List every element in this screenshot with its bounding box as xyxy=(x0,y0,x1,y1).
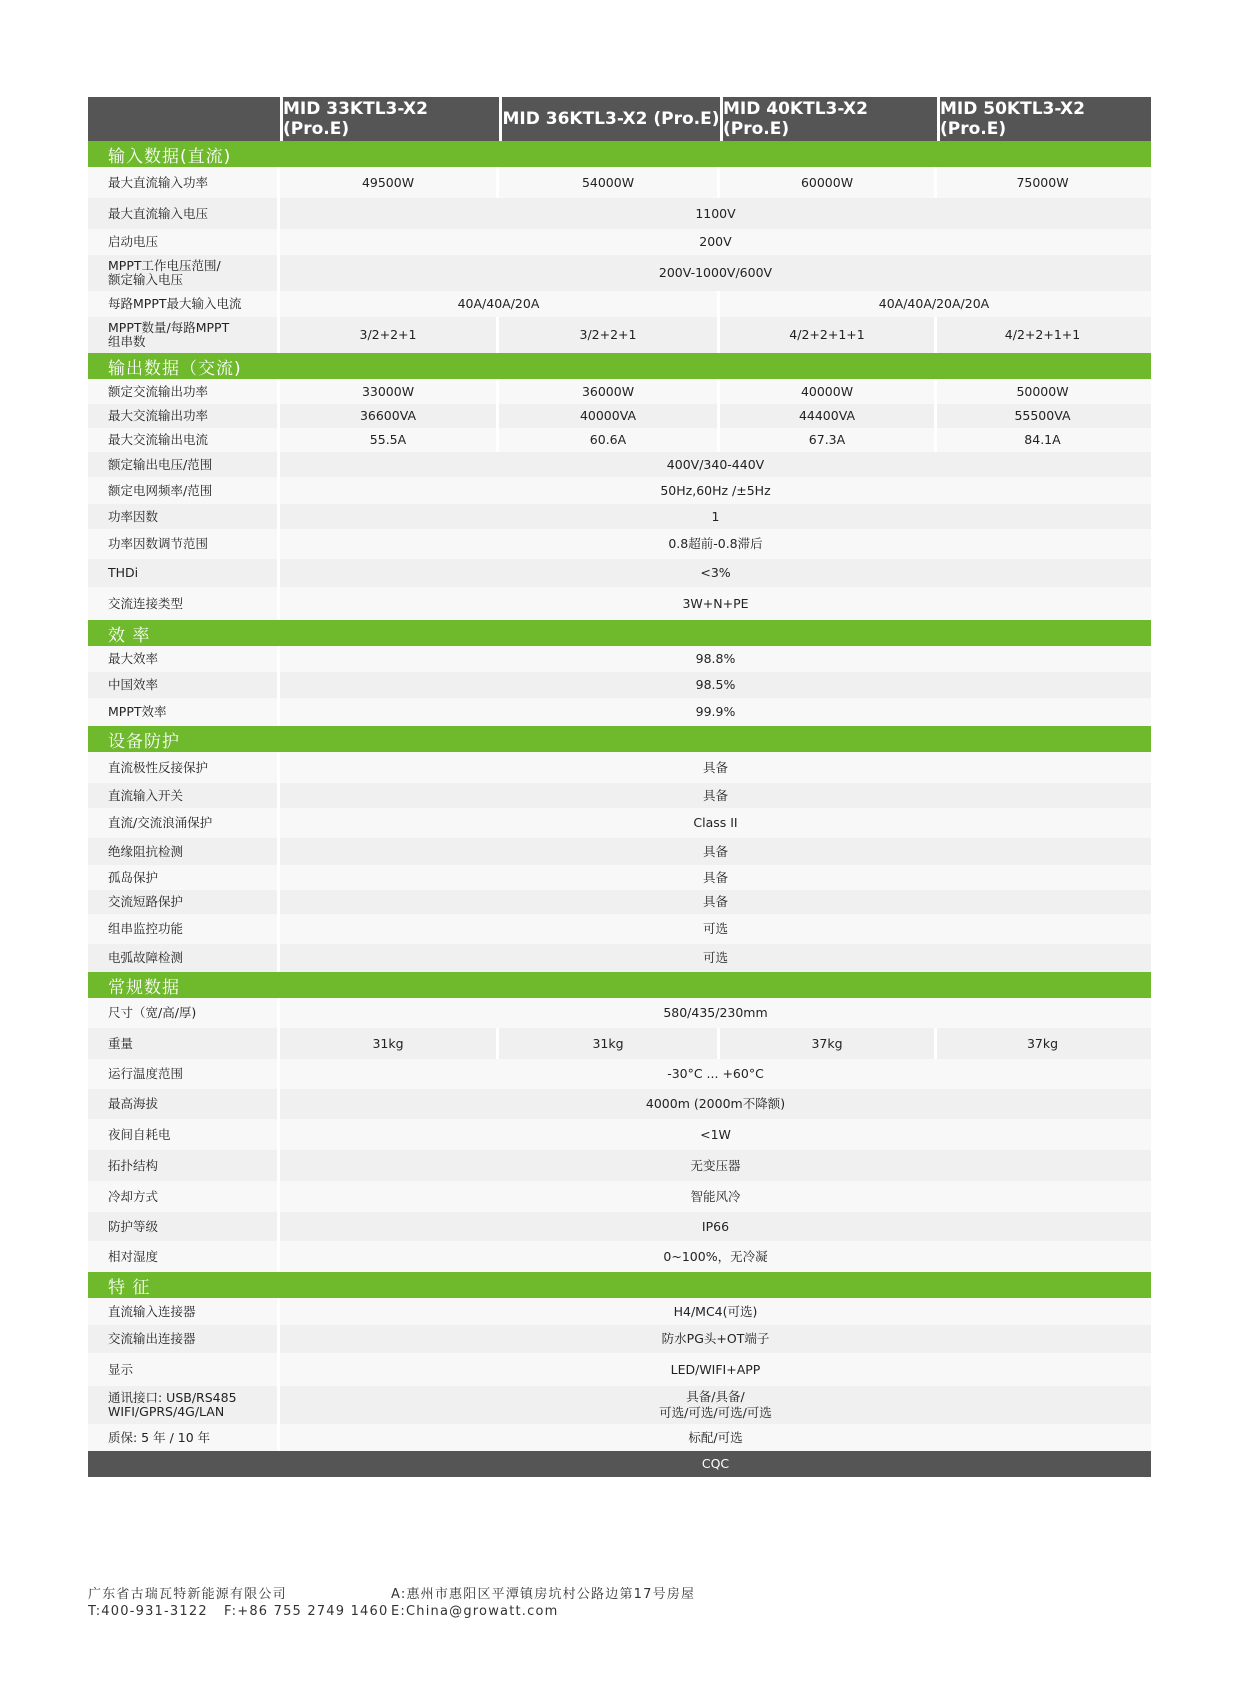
model-name: MID 40KTL3-X2 (Pro.E) xyxy=(723,97,937,141)
spec-label: 绝缘阻抗检测 xyxy=(88,838,280,865)
spec-label: 直流极性反接保护 xyxy=(88,752,280,783)
spec-row xyxy=(88,291,1151,317)
spec-row xyxy=(88,379,1151,404)
spec-value: <3% xyxy=(700,565,731,580)
spec-row xyxy=(88,1150,1151,1181)
spec-label: 电弧故障检测 xyxy=(88,944,280,972)
spec-value: -30°C ... +60°C xyxy=(667,1066,764,1081)
spec-label: 夜间自耗电 xyxy=(88,1119,280,1150)
spec-value: <1W xyxy=(700,1126,731,1142)
section-header: 效 率 xyxy=(88,620,1151,646)
spec-row xyxy=(88,477,1151,504)
section-header: 输出数据（交流) xyxy=(88,353,1151,379)
spec-table-body xyxy=(88,141,1151,1451)
spec-label: 功率因数调节范围 xyxy=(88,529,280,559)
footer-phone: T:400-931-3122 xyxy=(88,1604,208,1619)
spec-row xyxy=(88,865,1151,890)
spec-value: 具备 xyxy=(702,787,728,803)
spec-row xyxy=(88,587,1151,620)
spec-row xyxy=(88,1424,1151,1451)
spec-label: 额定交流输出功率 xyxy=(88,379,280,404)
spec-value: 标配/可选 xyxy=(688,1429,743,1445)
header-blank-cell xyxy=(88,97,280,141)
spec-row xyxy=(88,672,1151,698)
spec-value: 40A/40A/20A xyxy=(457,296,540,311)
spec-value: 31kg xyxy=(372,1035,404,1051)
spec-row xyxy=(88,229,1151,255)
spec-row xyxy=(88,1325,1151,1353)
spec-value: 99.9% xyxy=(695,704,736,719)
spec-value: 49500W xyxy=(361,174,415,190)
section-header: 特 征 xyxy=(88,1272,1151,1298)
spec-row xyxy=(88,808,1151,838)
spec-label: MPPT效率 xyxy=(88,698,280,726)
spec-label: 最大交流输出电流 xyxy=(88,428,280,452)
footer-line-1 xyxy=(88,1583,768,1602)
spec-label: 交流输出连接器 xyxy=(88,1325,280,1353)
spec-label: 防护等级 xyxy=(88,1212,280,1241)
spec-value: 60000W xyxy=(717,167,934,198)
spec-label: 额定电网频率/范围 xyxy=(88,477,280,504)
spec-row xyxy=(88,504,1151,529)
spec-row xyxy=(88,1241,1151,1272)
spec-value: 防水PG头+OT端子 xyxy=(661,1331,770,1346)
spec-value: 44400VA xyxy=(717,404,934,428)
spec-row xyxy=(88,1119,1151,1150)
spec-label: 冷却方式 xyxy=(88,1181,280,1212)
spec-value: 50Hz,60Hz /±5Hz xyxy=(660,482,771,498)
section-header: 设备防护 xyxy=(88,726,1151,752)
spec-value: 1100V xyxy=(695,205,736,221)
spec-label: MPPT工作电压范围/ 额定输入电压 xyxy=(88,255,280,291)
spec-value: 具备 xyxy=(702,894,728,909)
certification-label xyxy=(88,1451,280,1477)
spec-value: 无变压器 xyxy=(690,1157,741,1173)
spec-value: 0~100%，无冷凝 xyxy=(663,1248,768,1264)
spec-value: 具备 xyxy=(702,843,728,859)
spec-label: 启动电压 xyxy=(88,229,280,255)
spec-label: 最高海拔 xyxy=(88,1089,280,1119)
spec-label: 功率因数 xyxy=(88,504,280,529)
spec-row xyxy=(88,1386,1151,1424)
spec-value: 1 xyxy=(711,508,720,524)
spec-value: 75000W xyxy=(934,167,1148,198)
spec-label: 重量 xyxy=(88,1028,280,1059)
spec-row xyxy=(88,167,1151,198)
spec-value: 4000m (2000m不降额) xyxy=(645,1096,786,1111)
spec-label: 拓扑结构 xyxy=(88,1150,280,1181)
spec-value: H4/MC4(可选) xyxy=(673,1303,758,1319)
spec-value: IP66 xyxy=(701,1218,730,1234)
spec-value: 200V xyxy=(699,234,732,249)
spec-value: 40000W xyxy=(717,379,934,404)
spec-label: 组串监控功能 xyxy=(88,914,280,944)
spec-label: 最大直流输入功率 xyxy=(88,167,280,198)
spec-value: 200V-1000V/600V xyxy=(658,265,773,280)
spec-row xyxy=(88,428,1151,452)
footer-address: A:惠州市惠阳区平潭镇房坑村公路边第17号房屋 xyxy=(391,1587,696,1602)
footer-fax: F:+86 755 2749 1460 xyxy=(224,1604,389,1619)
spec-value: 31kg xyxy=(496,1028,717,1059)
spec-value: 可选 xyxy=(702,921,728,936)
spec-value: 50000W xyxy=(934,379,1148,404)
spec-row xyxy=(88,198,1151,229)
spec-row xyxy=(88,914,1151,944)
spec-value: 84.1A xyxy=(934,428,1148,452)
spec-row xyxy=(88,1028,1151,1059)
spec-row xyxy=(88,890,1151,914)
spec-row xyxy=(88,529,1151,559)
spec-label: 直流输入连接器 xyxy=(88,1298,280,1325)
spec-label: 最大效率 xyxy=(88,646,280,672)
spec-value: 54000W xyxy=(496,167,717,198)
spec-row xyxy=(88,646,1151,672)
spec-value: 55.5A xyxy=(369,432,407,447)
spec-label: 尺寸（宽/高/厚) xyxy=(88,998,280,1028)
spec-label: 运行温度范围 xyxy=(88,1059,280,1089)
spec-label: MPPT数量/每路MPPT 组串数 xyxy=(88,317,280,353)
spec-row xyxy=(88,1059,1151,1089)
spec-row xyxy=(88,255,1151,291)
spec-value: 400V/340-440V xyxy=(666,456,765,472)
spec-value: 37kg xyxy=(934,1028,1148,1059)
spec-value: 0.8超前-0.8滞后 xyxy=(668,536,763,551)
footer-company: 广东省古瑞瓦特新能源有限公司 xyxy=(88,1587,287,1602)
spec-row xyxy=(88,1181,1151,1212)
certification-row xyxy=(88,1451,1151,1477)
spec-row xyxy=(88,1089,1151,1119)
spec-label: 最大交流输出功率 xyxy=(88,404,280,428)
spec-row xyxy=(88,404,1151,428)
spec-row xyxy=(88,317,1151,353)
spec-label: 最大直流输入电压 xyxy=(88,198,280,229)
spec-value: 具备/具备/ 可选/可选/可选/可选 xyxy=(659,1389,772,1420)
spec-value: 36000W xyxy=(496,379,717,404)
spec-row xyxy=(88,1212,1151,1241)
spec-value: 3W+N+PE xyxy=(682,595,749,611)
spec-sheet xyxy=(88,97,1151,1477)
spec-label: 直流/交流浪涌保护 xyxy=(88,808,280,838)
spec-label: 孤岛保护 xyxy=(88,865,280,890)
model-name: MID 50KTL3-X2 (Pro.E) xyxy=(940,97,1151,141)
spec-value: 36600VA xyxy=(359,408,417,423)
spec-value: 40A/40A/20A/20A xyxy=(717,291,1148,317)
model-name: MID 33KTL3-X2 (Pro.E) xyxy=(283,97,499,141)
spec-label: 显示 xyxy=(88,1353,280,1386)
spec-label: 直流输入开关 xyxy=(88,783,280,808)
spec-row xyxy=(88,559,1151,587)
footer-line-2 xyxy=(88,1604,768,1619)
certification-value: CQC xyxy=(701,1456,730,1471)
spec-label: 中国效率 xyxy=(88,672,280,698)
spec-value: 98.5% xyxy=(695,677,736,692)
spec-value: 具备 xyxy=(702,869,728,885)
spec-label: THDi xyxy=(88,559,280,587)
spec-value: 37kg xyxy=(717,1028,934,1059)
spec-value: 580/435/230mm xyxy=(663,1005,768,1020)
spec-value: 具备 xyxy=(702,759,728,775)
spec-row xyxy=(88,998,1151,1028)
spec-value: 3/2+2+1 xyxy=(359,327,417,342)
spec-label: 交流短路保护 xyxy=(88,890,280,914)
spec-row xyxy=(88,698,1151,726)
model-name: MID 36KTL3-X2 (Pro.E) xyxy=(502,97,720,141)
spec-value: 55500VA xyxy=(934,404,1148,428)
spec-value: 4/2+2+1+1 xyxy=(934,317,1148,353)
spec-label: 交流连接类型 xyxy=(88,587,280,620)
spec-value: Class II xyxy=(693,815,738,830)
spec-row xyxy=(88,838,1151,865)
spec-value: 60.6A xyxy=(496,428,717,452)
spec-label: 通讯接口: USB/RS485 WIFI/GPRS/4G/LAN xyxy=(88,1386,280,1424)
spec-row xyxy=(88,452,1151,477)
spec-value: 40000VA xyxy=(496,404,717,428)
section-header: 输入数据(直流) xyxy=(88,141,1151,167)
spec-value: LED/WIFI+APP xyxy=(670,1361,761,1377)
spec-value: 67.3A xyxy=(717,428,934,452)
spec-row xyxy=(88,1353,1151,1386)
spec-value: 可选 xyxy=(702,950,728,965)
model-header-row xyxy=(88,97,1151,141)
spec-value: 4/2+2+1+1 xyxy=(717,317,934,353)
spec-label: 额定输出电压/范围 xyxy=(88,452,280,477)
spec-value: 33000W xyxy=(361,383,415,399)
spec-label: 相对湿度 xyxy=(88,1241,280,1272)
spec-label: 质保: 5 年 / 10 年 xyxy=(88,1424,280,1451)
spec-row xyxy=(88,1298,1151,1325)
spec-value: 98.8% xyxy=(695,651,736,666)
spec-value: 3/2+2+1 xyxy=(496,317,717,353)
spec-label: 每路MPPT最大输入电流 xyxy=(88,291,280,317)
section-header: 常规数据 xyxy=(88,972,1151,998)
spec-row xyxy=(88,944,1151,972)
footer-email: E:China@growatt.com xyxy=(391,1604,559,1619)
spec-row xyxy=(88,752,1151,783)
spec-row xyxy=(88,783,1151,808)
spec-value: 智能风冷 xyxy=(690,1188,741,1204)
